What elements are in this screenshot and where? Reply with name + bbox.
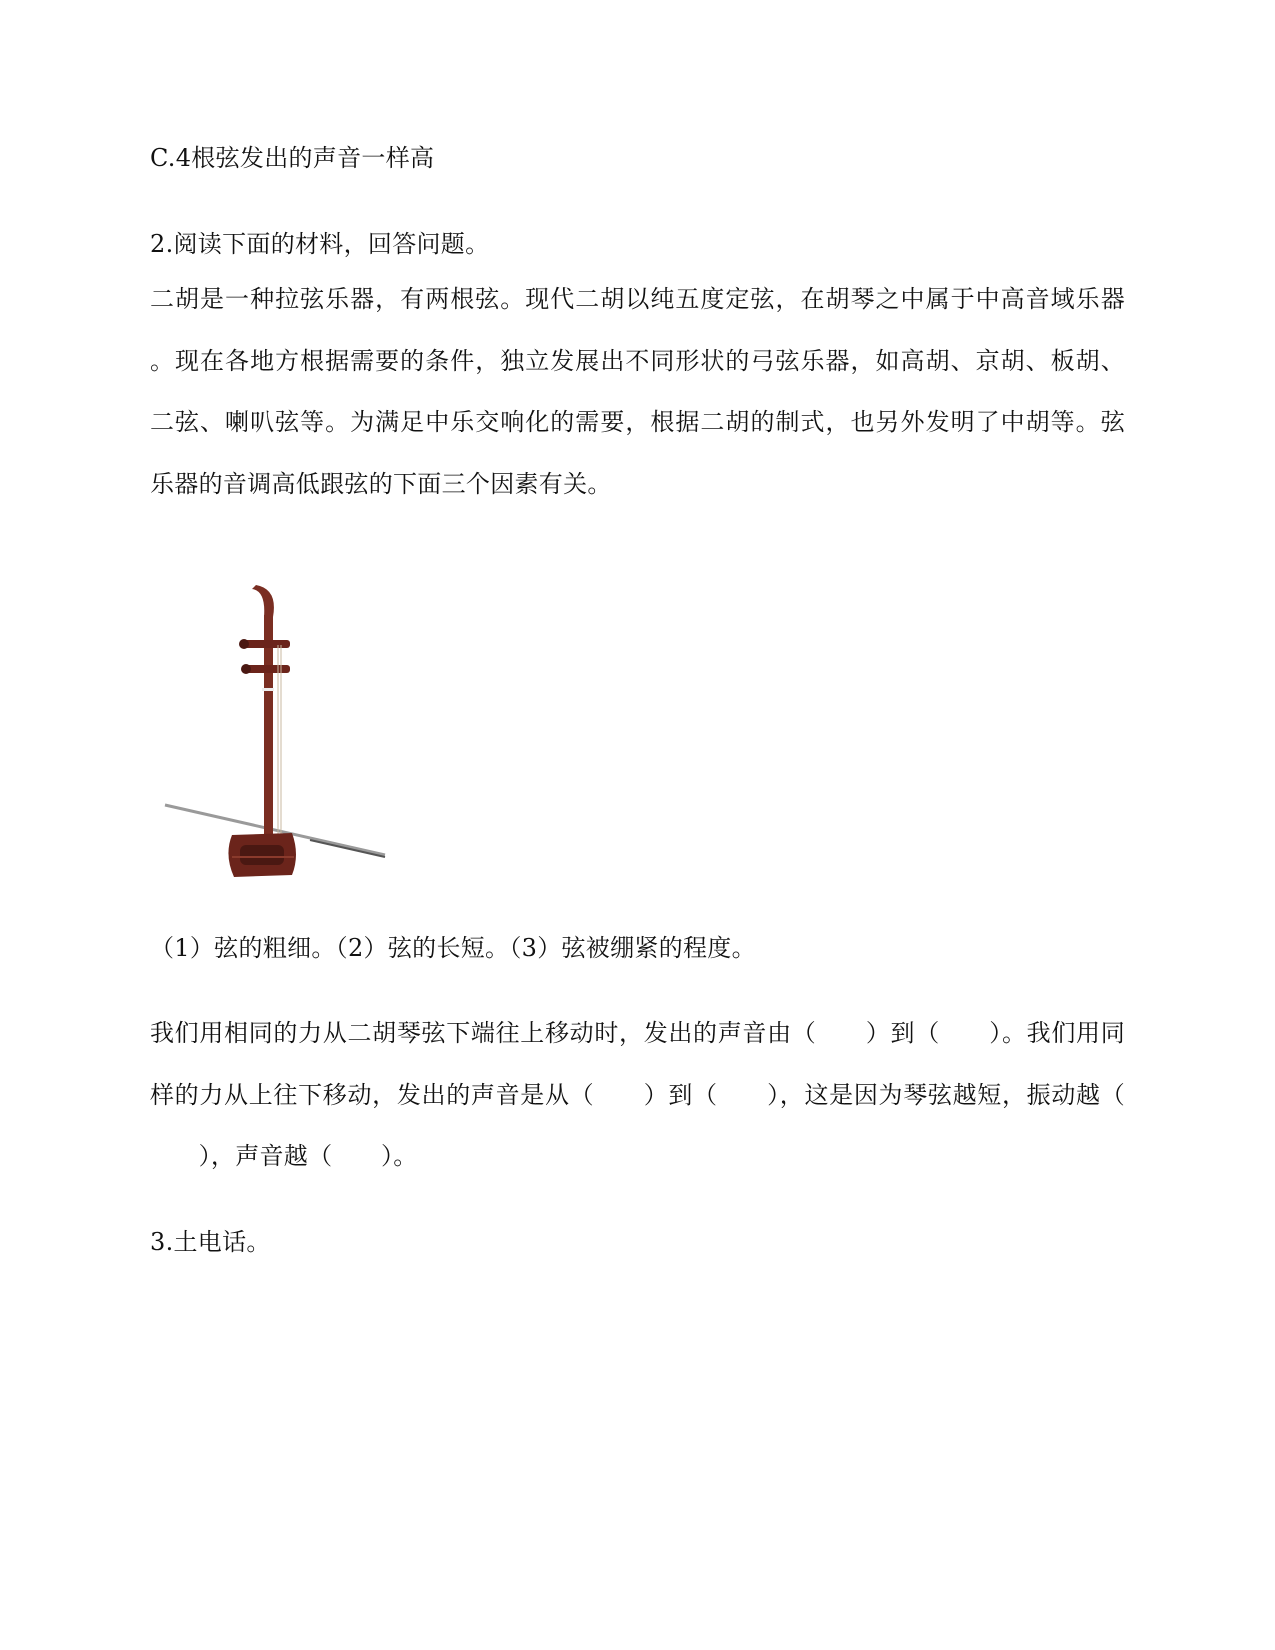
question2-heading: 2.阅读下面的材料，回答问题。 (150, 230, 490, 258)
passage-line-2: 。现在各地方根据需要的条件，独立发展出不同形状的弓弦乐器，如高胡、京胡、板胡、 (150, 347, 1125, 375)
erhu-image (160, 585, 400, 925)
question3-heading: 3.土电话。 (150, 1228, 271, 1256)
passage-line-4: 乐器的音调高低跟弦的下面三个因素有关。 (150, 470, 612, 498)
question1-option-c: C.4根弦发出的声音一样高 (150, 144, 435, 172)
passage-line-3: 二弦、喇叭弦等。为满足中乐交响化的需要，根据二胡的制式，也另外发明了中胡等。弦 (150, 408, 1125, 436)
fill-line-1: 我们用相同的力从二胡琴弦下端往上移动时，发出的声音由（ ）到（ ）。我们用同 (150, 1019, 1125, 1047)
factors-line: （1）弦的粗细。（2）弦的长短。（3）弦被绷紧的程度。 (150, 934, 756, 962)
fill-line-3: ），声音越（ ）。 (150, 1142, 418, 1170)
fill-line-2: 样的力从上往下移动，发出的声音是从（ ）到（ ），这是因为琴弦越短，振动越（ (150, 1081, 1125, 1109)
passage-line-1: 二胡是一种拉弦乐器，有两根弦。现代二胡以纯五度定弦，在胡琴之中属于中高音域乐器 (150, 285, 1125, 313)
